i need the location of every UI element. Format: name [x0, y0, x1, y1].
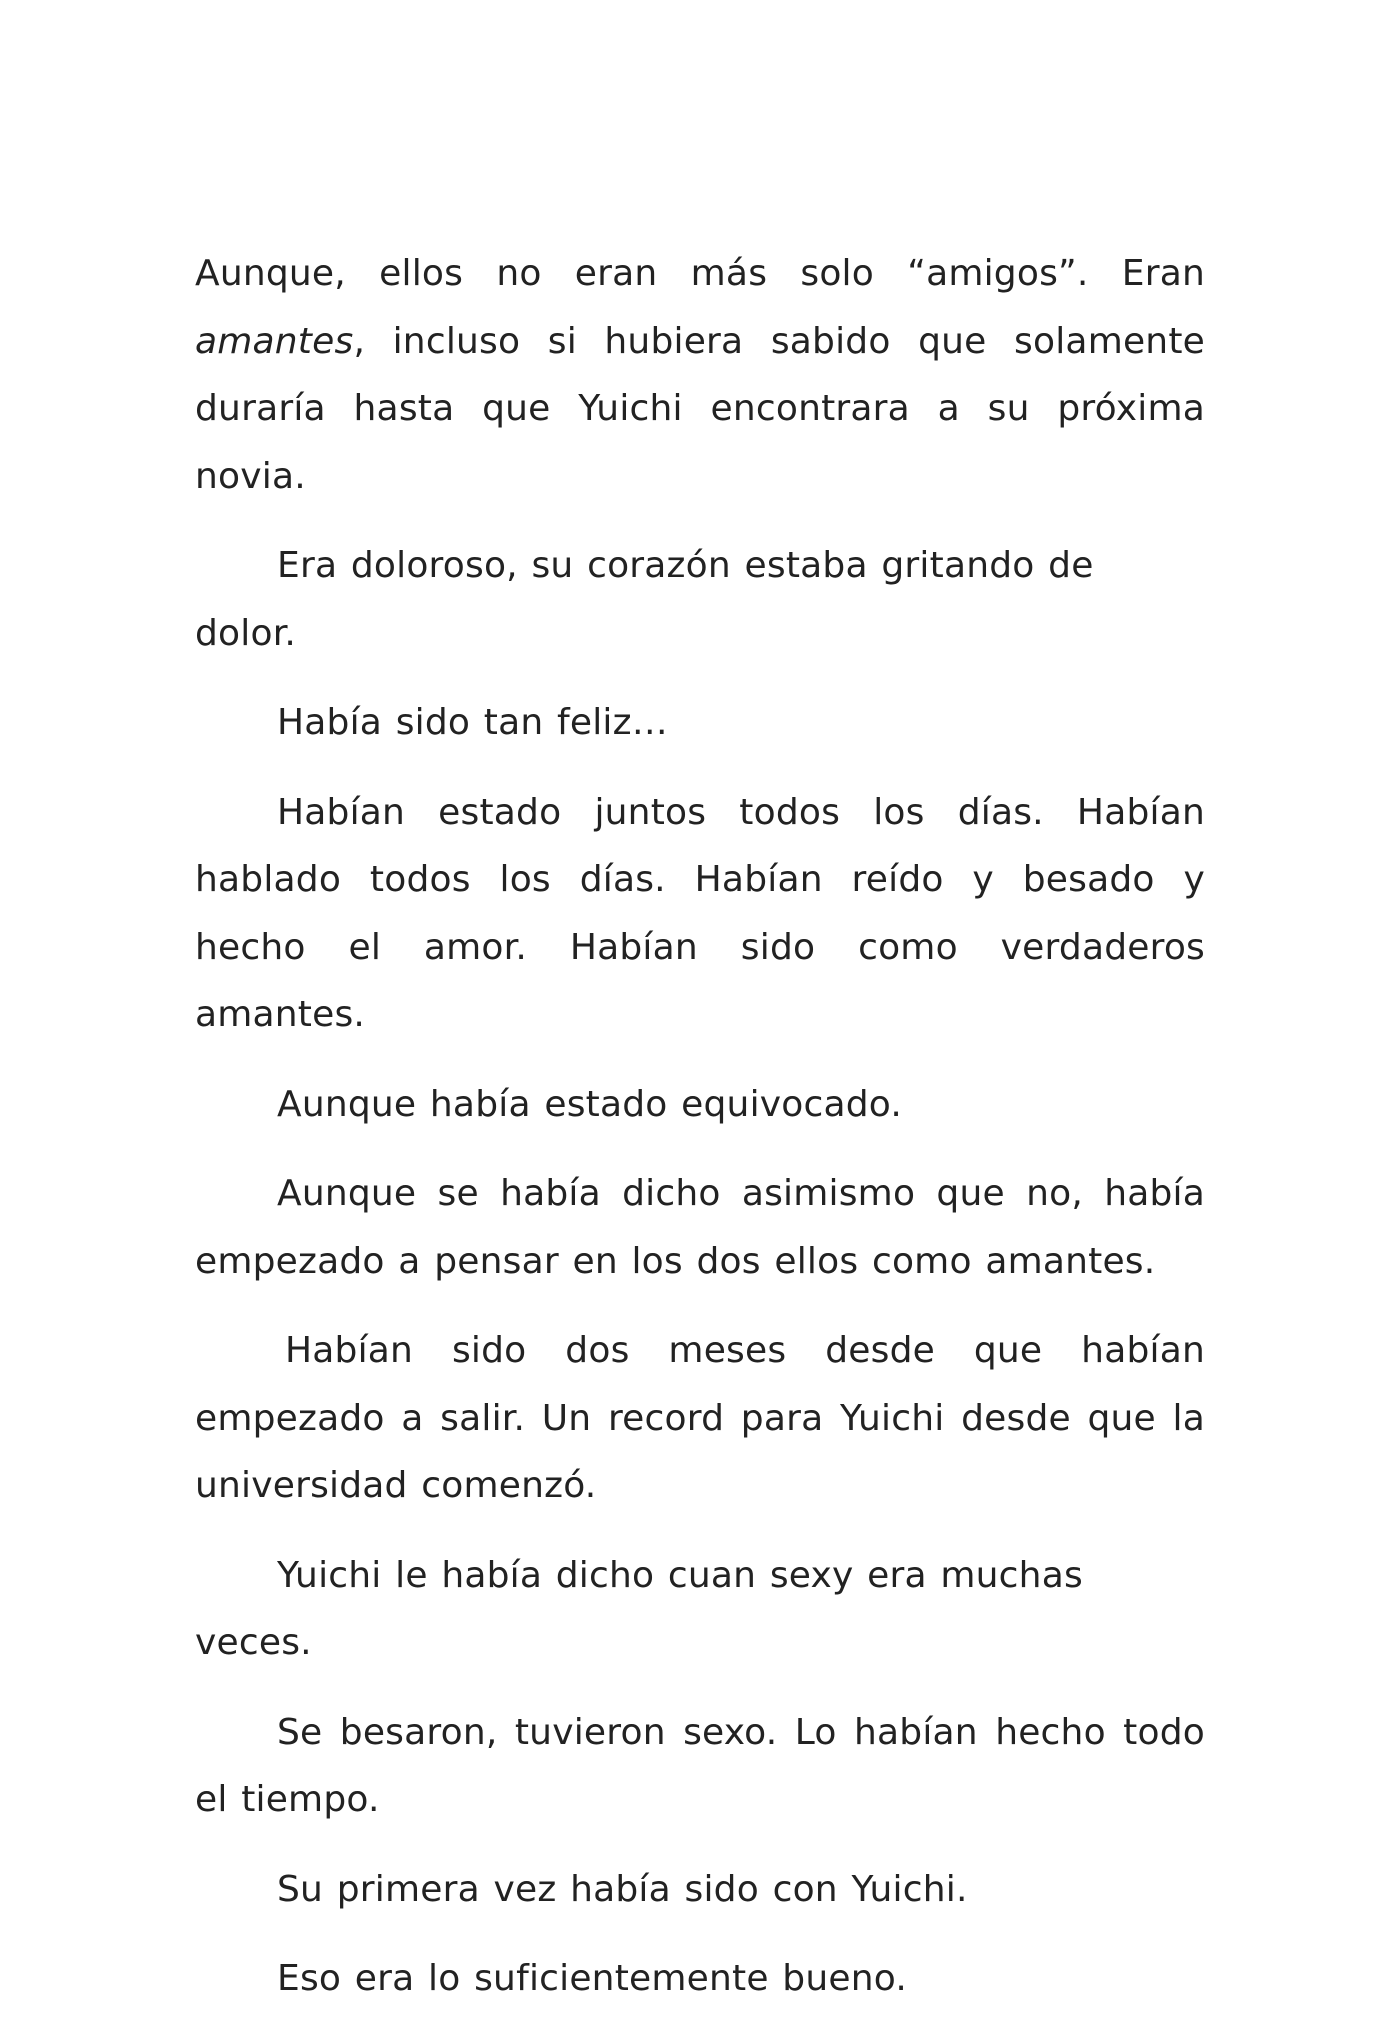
paragraph-7: Habían sido dos meses desde que habían empezado a salir. Un record para Yuichi desde que la universidad comenzó.: [195, 1330, 1205, 1506]
paragraph-1-lead: Aunque, ellos no eran más solo “amigos”. Eran: [195, 253, 1205, 294]
paragraph-1: [195, 240, 1205, 510]
paragraph-9: Se besaron, tuvieron sexo. Lo habían hecho todo el tiempo.: [195, 1711, 1205, 1820]
paragraph-5: Aunque había estado equivocado.: [277, 1083, 903, 1125]
paragraph-1-rest: , incluso si hubiera sabido que solamente duraría hasta que Yuichi encontrara a su próxima novia.: [195, 320, 1205, 497]
paragraph-3: Había sido tan feliz…: [277, 702, 668, 743]
paragraph-4: Habían estado juntos todos los días. Habían hablado todos los días. Habían reído y besado y hecho el amor. Habían sido como verdaderos amantes.: [195, 791, 1205, 1035]
body-text: [195, 240, 1205, 2035]
paragraph-11: Eso era lo suficientemente bueno.: [277, 1958, 907, 1999]
paragraph-10: Su primera vez había sido con Yuichi.: [277, 1868, 968, 1910]
paragraph-6: Aunque se había dicho asimismo que no, había empezado a pensar en los dos ellos como amantes.: [195, 1173, 1205, 1282]
paragraph-2: Era doloroso, su corazón estaba gritando de dolor.: [195, 545, 1094, 654]
emphasized-word: amantes: [195, 320, 354, 362]
paragraph-8: Yuichi le había dicho cuan sexy era muchas veces.: [195, 1554, 1083, 1663]
